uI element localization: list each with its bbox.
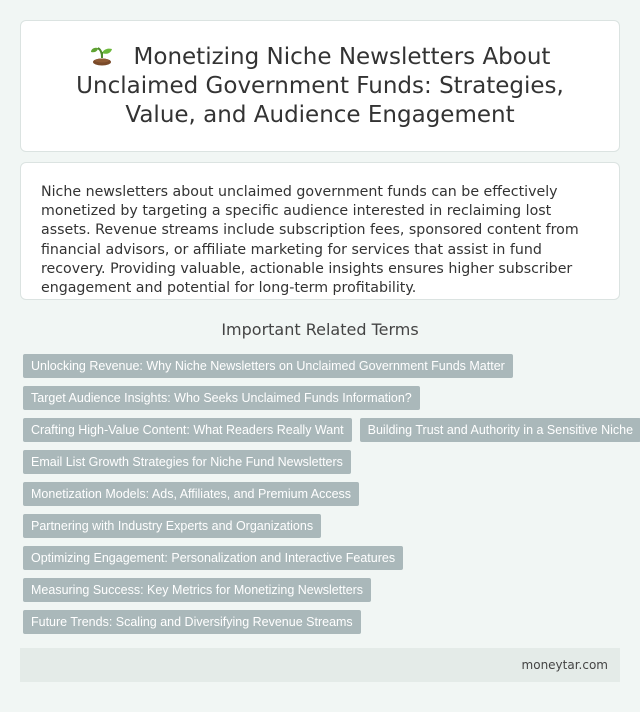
- term-row: [23, 354, 623, 378]
- term-tag[interactable]: Email List Growth Strategies for Niche Fund Newsletters: [23, 450, 351, 474]
- term-tag[interactable]: Measuring Success: Key Metrics for Monetizing Newsletters: [23, 578, 371, 602]
- term-row: [23, 482, 623, 506]
- term-row: [23, 418, 634, 442]
- term-tag[interactable]: Monetization Models: Ads, Affiliates, and Premium Access: [23, 482, 359, 506]
- summary-text: Niche newsletters about unclaimed government funds can be effectively monetized by targeting a specific audience interested in reclaiming lost assets. Revenue streams include subscription fees, sponsored content from financial advisors, or affiliate marketing for services that assist in fund recovery. Providing valuable, actionable insights ensures higher subscriber engagement and potential for long-term profitability.: [41, 184, 579, 297]
- sprout-icon: [90, 44, 114, 66]
- term-tag[interactable]: Optimizing Engagement: Personalization and Interactive Features: [23, 546, 403, 570]
- page-title-text: Monetizing Niche Newsletters About Unclaimed Government Funds: Strategies, Value, and Audience Engagement: [76, 43, 564, 128]
- related-terms-heading: Important Related Terms: [221, 320, 419, 339]
- summary-card: [20, 162, 620, 300]
- term-tag[interactable]: Crafting High-Value Content: What Readers Really Want: [23, 418, 352, 442]
- term-tag[interactable]: Future Trends: Scaling and Diversifying Revenue Streams: [23, 610, 361, 634]
- term-row: [23, 514, 623, 538]
- term-tag[interactable]: Partnering with Industry Experts and Organizations: [23, 514, 321, 538]
- term-row: [23, 386, 623, 410]
- related-terms-list: [23, 354, 634, 642]
- footer-site[interactable]: moneytar.com: [521, 658, 608, 672]
- term-tag[interactable]: Target Audience Insights: Who Seeks Unclaimed Funds Information?: [23, 386, 420, 410]
- footer: [20, 648, 620, 682]
- term-tag[interactable]: Unlocking Revenue: Why Niche Newsletters on Unclaimed Government Funds Matter: [23, 354, 513, 378]
- term-row: [23, 546, 623, 570]
- page-title: [51, 43, 589, 130]
- term-row: [23, 450, 623, 474]
- term-row: [23, 610, 623, 634]
- term-tag[interactable]: Building Trust and Authority in a Sensitive Niche: [360, 418, 640, 442]
- title-card: [20, 20, 620, 152]
- term-row: [23, 578, 623, 602]
